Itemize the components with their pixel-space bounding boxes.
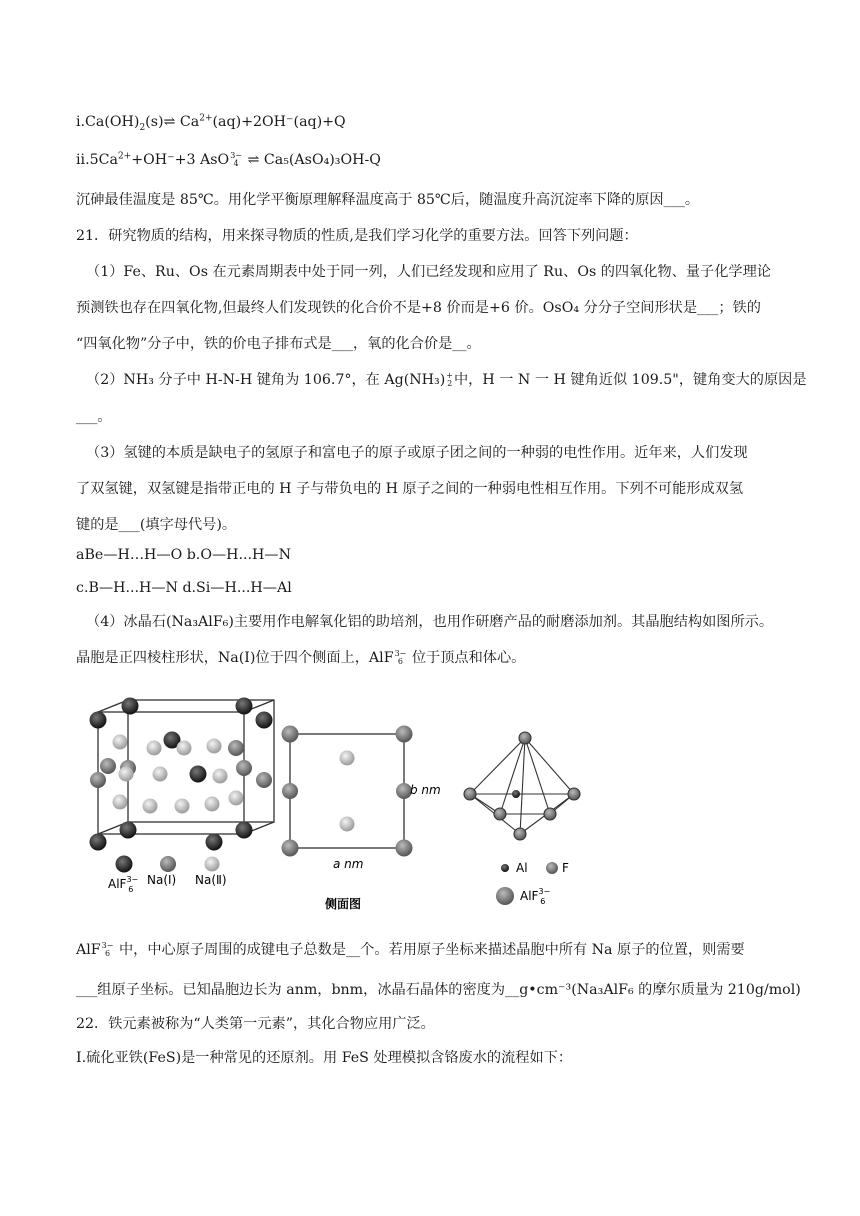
text-line: [86, 370, 807, 390]
frac-bottom: 6: [104, 949, 111, 958]
frac-top: 3−: [230, 151, 242, 160]
question-22-title: 22．铁元素被称为“人类第一元素”，其化合物应用广泛。: [76, 1016, 435, 1032]
a-nm-label: a nm: [333, 857, 364, 871]
legend: [108, 856, 227, 895]
text-line: （3）氢键的本质是缺电子的氢原子和富电子的原子或原子团之间的一种弱的电性作用。近年来，人们发现: [86, 445, 748, 461]
text-line: （1）Fe、Ru、Os 在元素周期表中处于同一列，人们已经发现和应用了 Ru、Os 的四氧化物、量子化学理论: [86, 264, 771, 280]
eq-ii-part: ii.5Ca: [76, 152, 118, 168]
side-view: [282, 726, 441, 912]
side-view-title: 侧面图: [325, 897, 362, 911]
text-part: 晶胞是正四棱柱形状，Na(I)位于四个侧面上，AlF: [76, 650, 394, 666]
frac-bottom: 4: [233, 159, 239, 168]
eq-ii-part: ⇌ Ca₅(AsO₄)₃OH-Q: [242, 152, 381, 168]
frac-bottom: 2: [447, 379, 453, 388]
legend-na-i-label: Na(Ⅰ): [147, 873, 177, 887]
eq-i-part: (s)⇌ Ca: [145, 114, 200, 130]
text-line: 沉砷最佳温度是 85℃。用化学平衡原理解释温度高于 85℃后，随温度升高沉淀率下降的原因___。: [76, 192, 700, 208]
option-line: c.B—H...H—N d.Si—H...H—Al: [76, 580, 292, 596]
eq-i-sup: 2+: [199, 113, 213, 124]
text-part: AlF: [76, 942, 101, 958]
question-21-title: 21．研究物质的结构，用来探寻物质的性质,是我们学习化学的重要方法。回答下列问题：: [76, 228, 638, 244]
text-line: ___组原子坐标。已知晶胞边长为 anm，bnm，冰晶石晶体的密度为__g•cm⁻³(Na₃AlF₆ 的摩尔质量为 210g/mol): [76, 982, 801, 998]
equation-ii: [76, 150, 381, 170]
eq-ii-part: +OH⁻+3 AsO: [131, 152, 230, 168]
frac-top: 3−: [394, 649, 407, 658]
text-line: ___。: [76, 409, 112, 425]
alf6-legend-label: AlF$^{3-}$ 6: [520, 887, 551, 906]
frac-top: 3−: [101, 941, 114, 950]
option-line: aBe—H…H—O b.O—H...H—N: [76, 547, 292, 563]
frac-top: +: [446, 371, 453, 380]
ion-charge: [102, 942, 114, 958]
text-line: [76, 648, 525, 668]
legend-na-ii-marker: [205, 857, 220, 872]
text-line: [76, 940, 745, 960]
eq-i-sub: 2: [139, 122, 146, 133]
text-line: 了双氢键，双氢键是指带正电的 H 子与带负电的 H 原子之间的一种弱电性相互作用。下列不可能形成双氢: [76, 481, 744, 497]
ion-charge: [395, 650, 407, 666]
eq-i-part: i.Ca(OH): [76, 114, 140, 130]
f-label: F: [562, 861, 569, 875]
text-line: 键的是___(填字母代号)。: [76, 517, 237, 533]
crystal-structure-figure: [0, 690, 860, 930]
legend-alf6-label: AlF$^{3-}$ 6: [108, 875, 139, 894]
eq-ii-sup: 2+: [117, 151, 132, 162]
al-label: Al: [516, 861, 528, 875]
text-part: 中，H 一 N 一 H 键角近似 109.5"，键角变大的原因是: [453, 372, 807, 388]
frac-bottom: 6: [397, 657, 403, 666]
na-ii-ions: [113, 735, 244, 814]
legend-na-i-marker: [160, 856, 176, 872]
legend-alf6-marker: [116, 856, 133, 873]
eq-i-part: (aq)+2OH⁻(aq)+Q: [212, 114, 346, 130]
equation-i: [76, 112, 346, 132]
text-line: I.硫化亚铁(FeS)是一种常见的还原剂。用 FeS 处理模拟含铬废水的流程如下：: [76, 1050, 573, 1066]
text-part: 中，中心原子周围的成键电子总数是__个。若用原子坐标来描述晶胞中所有 Na 原子的位置，则需要: [114, 942, 745, 958]
eq-ii-charge: [230, 152, 242, 168]
text-part: （2）NH₃ 分子中 H-N-H 键角为 106.7°，在 Ag(NH₃): [86, 372, 446, 388]
text-line: “四氧化物”分子中，铁的价电子排布式是___，氧的化合价是__。: [76, 336, 481, 352]
b-nm-label: b nm: [410, 783, 441, 797]
legend-na-ii-label: Na(Ⅱ): [195, 873, 227, 887]
text-part: 位于顶点和体心。: [407, 650, 526, 666]
text-line: （4）冰晶石(Na₃AlF₆)主要用作电解氧化铝的助培剂，也用作研磨产品的耐磨添加剂。其晶胞结构如图所示。: [86, 614, 774, 630]
ion-charge: [446, 372, 453, 388]
alf6-octahedron: [464, 732, 580, 840]
text-line: 预测铁也存在四氧化物,但最终人们发现铁的化合价不是+8 价而是+6 价。OsO₄ 分分子空间形状是___；铁的: [76, 300, 761, 316]
octahedron-legend: [496, 861, 569, 906]
